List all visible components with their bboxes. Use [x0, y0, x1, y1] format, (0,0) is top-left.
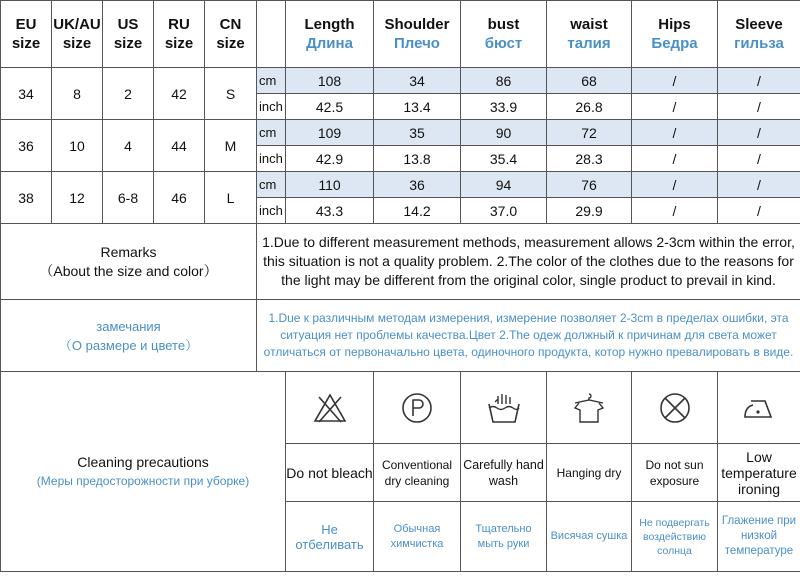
no-bleach-icon [286, 372, 374, 444]
hand-wash-icon [461, 372, 547, 444]
hips-value: / [632, 68, 718, 94]
care-label: Do not sun exposure [632, 444, 718, 502]
header-hips: Hips Бедра [632, 1, 718, 68]
hips-value: / [632, 94, 718, 120]
remarks-label [1, 224, 257, 300]
care-icons-row [1, 372, 800, 444]
length-value: 108 [286, 68, 374, 94]
header-us-size: US size [103, 1, 154, 68]
care-title-ru: (Меры предосторожности при уборке) [36, 474, 250, 488]
hips-value: / [632, 146, 718, 172]
shoulder-value: 14.2 [374, 198, 461, 224]
ukau-size-value: 10 [52, 120, 103, 172]
remarks-ru-label [1, 300, 257, 372]
care-label: Carefully hand wash [461, 444, 547, 502]
ru-size-value: 42 [154, 68, 205, 120]
shoulder-value: 35 [374, 120, 461, 146]
eu-size-value: 36 [1, 120, 52, 172]
shoulder-value: 34 [374, 68, 461, 94]
unit-inch: inch [257, 146, 286, 172]
cn-size-value: M [205, 120, 257, 172]
no-sun-icon [632, 372, 718, 444]
remarks-ru-text: 1.Due к различным методам измерения, измерение позволяет 2-3cm в пределах ошибки, эта ситуация нет проблемы качества.Цвет 2.The одеж должный к причинам для света может отличаться от первоначально цвета, одиночного продукта, котор нужно превалировать в виде. [257, 300, 800, 372]
ru-size-value: 46 [154, 172, 205, 224]
sleeve-value: / [718, 172, 800, 198]
hips-value: / [632, 198, 718, 224]
ukau-size-value: 12 [52, 172, 103, 224]
waist-value: 28.3 [547, 146, 632, 172]
care-label: Low temperature ironing [718, 444, 800, 502]
care-label: Hanging dry [547, 444, 632, 502]
care-label-ru: Висячая сушка [547, 502, 632, 572]
hanging-dry-icon [547, 372, 632, 444]
care-label: Conventional dry cleaning [374, 444, 461, 502]
size-row-cm [1, 68, 800, 94]
bust-value: 90 [461, 120, 547, 146]
waist-value: 29.9 [547, 198, 632, 224]
header-row [1, 1, 800, 68]
waist-value: 72 [547, 120, 632, 146]
remarks-subtitle: （About the size and color） [39, 262, 218, 279]
header-waist: waist талия [547, 1, 632, 68]
us-size-value: 2 [103, 68, 154, 120]
remarks-row [1, 224, 800, 300]
ukau-size-value: 8 [52, 68, 103, 120]
unit-inch: inch [257, 198, 286, 224]
remarks-text: 1.Due to different measurement methods, measurement allows 2-3cm within the error, this situation is not a quality problem. 2.The color of the clothes due to the reasons for the light may be different from the original color, single product to prevail in kind. [257, 224, 800, 300]
remarks-title: Remarks [100, 243, 157, 260]
header-unit-blank [257, 1, 286, 68]
length-value: 42.5 [286, 94, 374, 120]
ru-size-value: 44 [154, 120, 205, 172]
header-sleeve: Sleeve гильза [718, 1, 800, 68]
bust-value: 37.0 [461, 198, 547, 224]
care-label-ru: Не отбеливать [286, 502, 374, 572]
bust-value: 94 [461, 172, 547, 198]
us-size-value: 4 [103, 120, 154, 172]
unit-cm: cm [257, 120, 286, 146]
shoulder-value: 36 [374, 172, 461, 198]
dry-clean-p-icon [374, 372, 461, 444]
hips-value: / [632, 120, 718, 146]
shoulder-value: 13.8 [374, 146, 461, 172]
header-ukau-size: UK/AU size [52, 1, 103, 68]
header-length: Length Длина [286, 1, 374, 68]
remarks-ru-title: замечания [96, 318, 161, 334]
header-bust: bust бюст [461, 1, 547, 68]
header-shoulder: Shoulder Плечо [374, 1, 461, 68]
length-value: 43.3 [286, 198, 374, 224]
remarks-ru-subtitle: （О размере и цвете） [58, 337, 199, 353]
sleeve-value: / [718, 146, 800, 172]
sleeve-value: / [718, 120, 800, 146]
cn-size-value: L [205, 172, 257, 224]
sleeve-value: / [718, 68, 800, 94]
unit-cm: cm [257, 68, 286, 94]
bust-value: 86 [461, 68, 547, 94]
waist-value: 26.8 [547, 94, 632, 120]
size-row-cm [1, 172, 800, 198]
header-cn-size: CN size [205, 1, 257, 68]
care-label-ru: Обычная химчистка [374, 502, 461, 572]
bust-value: 35.4 [461, 146, 547, 172]
size-row-cm [1, 120, 800, 146]
us-size-value: 6-8 [103, 172, 154, 224]
waist-value: 68 [547, 68, 632, 94]
shoulder-value: 13.4 [374, 94, 461, 120]
unit-cm: cm [257, 172, 286, 198]
bust-value: 33.9 [461, 94, 547, 120]
cn-size-value: S [205, 68, 257, 120]
eu-size-value: 38 [1, 172, 52, 224]
header-ru-size: RU size [154, 1, 205, 68]
care-title-cell [1, 372, 286, 572]
length-value: 42.9 [286, 146, 374, 172]
low-iron-icon [718, 372, 800, 444]
hips-value: / [632, 172, 718, 198]
sleeve-value: / [718, 198, 800, 224]
unit-inch: inch [257, 94, 286, 120]
sleeve-value: / [718, 94, 800, 120]
care-label: Do not bleach [286, 444, 374, 502]
care-label-ru: Глажение при низкой температуре [718, 502, 800, 572]
care-label-ru: Тщательно мыть руки [461, 502, 547, 572]
header-eu-size: EU size [1, 1, 52, 68]
remarks-ru-row [1, 300, 800, 372]
waist-value: 76 [547, 172, 632, 198]
length-value: 110 [286, 172, 374, 198]
care-title: Cleaning precautions [77, 454, 209, 470]
length-value: 109 [286, 120, 374, 146]
care-label-ru: Не подвергать воздействию солнца [632, 502, 718, 572]
eu-size-value: 34 [1, 68, 52, 120]
